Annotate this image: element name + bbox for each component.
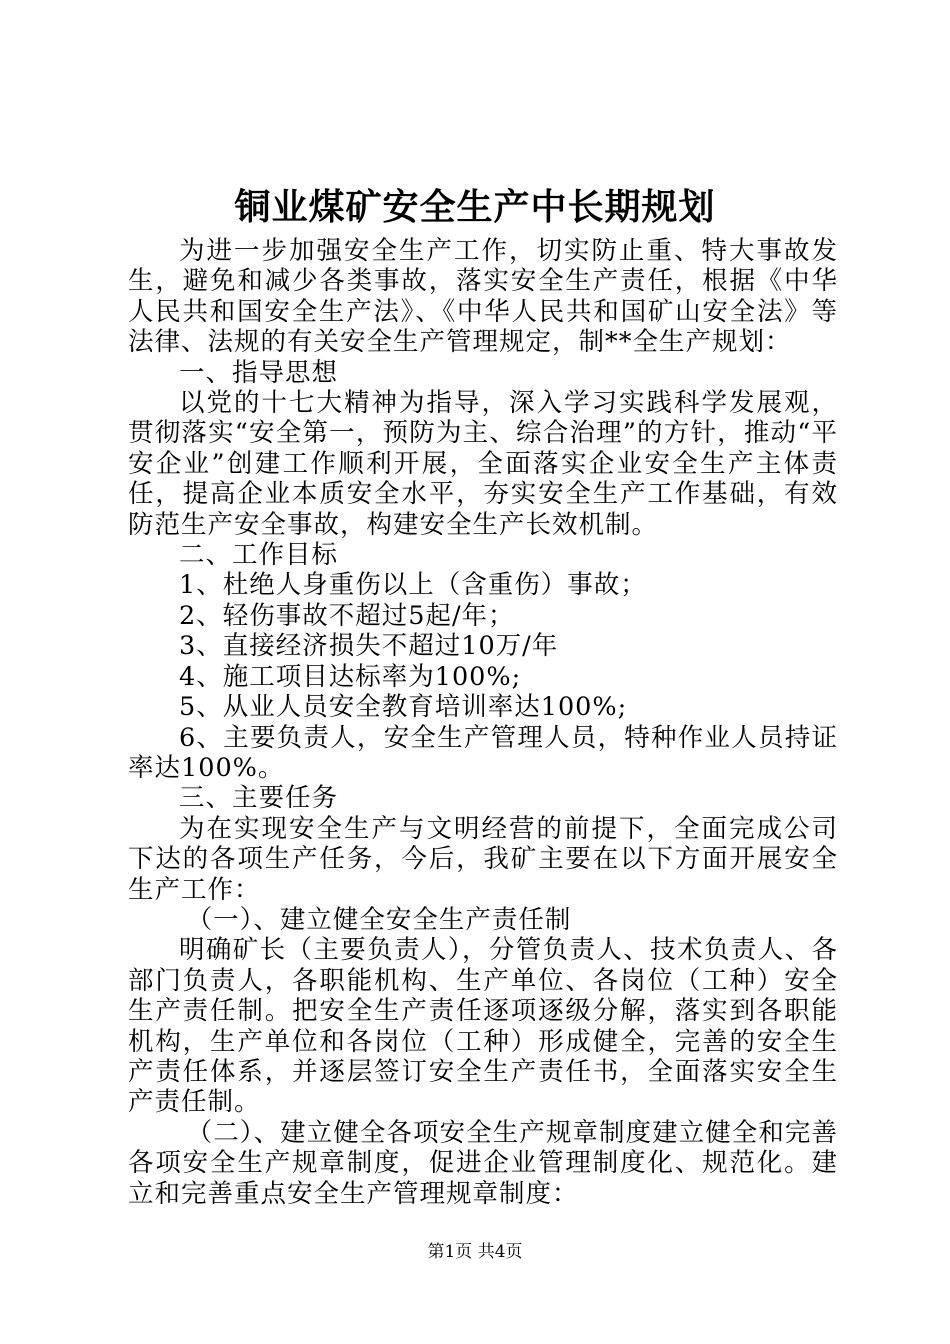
page-footer: 第1页 共4页	[427, 1242, 523, 1262]
goal-item: 4、施工项目达标率为100%;	[179, 661, 522, 692]
goal-item: 3、直接经济损失不超过10万/年	[179, 631, 559, 662]
section-heading-work-goals: 二、工作目标	[179, 540, 339, 571]
regulations-paragraph: （二）、建立健全各项安全生产规章制度建立健全和完善各项安全生产规章制度，促进企业管理制度化、规范化。建立和完善重点安全生产管理规章制度：	[128, 1117, 838, 1209]
document-title: 铜业煤矿安全生产中长期规划	[234, 186, 716, 228]
document-body	[128, 236, 838, 1209]
main-tasks-paragraph: 为在实现安全生产与文明经营的前提下，全面完成公司下达的各项生产任务，今后，我矿主要在以下方面开展安全生产工作：	[128, 813, 838, 905]
section-heading-guiding-thought: 一、指导思想	[179, 357, 339, 388]
subsection-heading-responsibility: （一）、建立健全安全生产责任制	[186, 904, 572, 935]
responsibility-paragraph: 明确矿长（主要负责人），分管负责人、技术负责人、各部门负责人，各职能机构、生产单位、各岗位（工种）安全生产责任制。把安全生产责任逐项逐级分解，落实到各职能机构，生产单位和各岗位（工种）形成健全，完善的安全生产责任体系，并逐层签订安全生产责任书，全面落实安全生产责任制。	[128, 935, 838, 1118]
goal-item: 5、从业人员安全教育培训率达100%;	[179, 692, 628, 723]
intro-paragraph: 为进一步加强安全生产工作，切实防止重、特大事故发生，避免和减少各类事故，落实安全生产责任，根据《中华人民共和国安全生产法》、《中华人民共和国矿山安全法》等法律、法规的有关安全生产管理规定，制**全生产规划：	[128, 236, 838, 358]
goal-item: 6、主要负责人，安全生产管理人员，特种作业人员持证率达100%。	[128, 722, 838, 783]
section-heading-main-tasks: 三、主要任务	[179, 783, 339, 814]
goal-item: 2、轻伤事故不超过5起/年；	[179, 600, 515, 631]
goal-item: 1、杜绝人身重伤以上（含重伤）事故；	[179, 570, 647, 601]
guiding-thought-paragraph: 以党的十七大精神为指导，深入学习实践科学发展观，贯彻落实“安全第一，预防为主、综合治理”的方针，推动“平安企业”创建工作顺利开展，全面落实企业安全生产主体责任，提高企业本质安全水平，夯实安全生产工作基础，有效防范生产安全事故，构建安全生产长效机制。	[128, 388, 838, 540]
